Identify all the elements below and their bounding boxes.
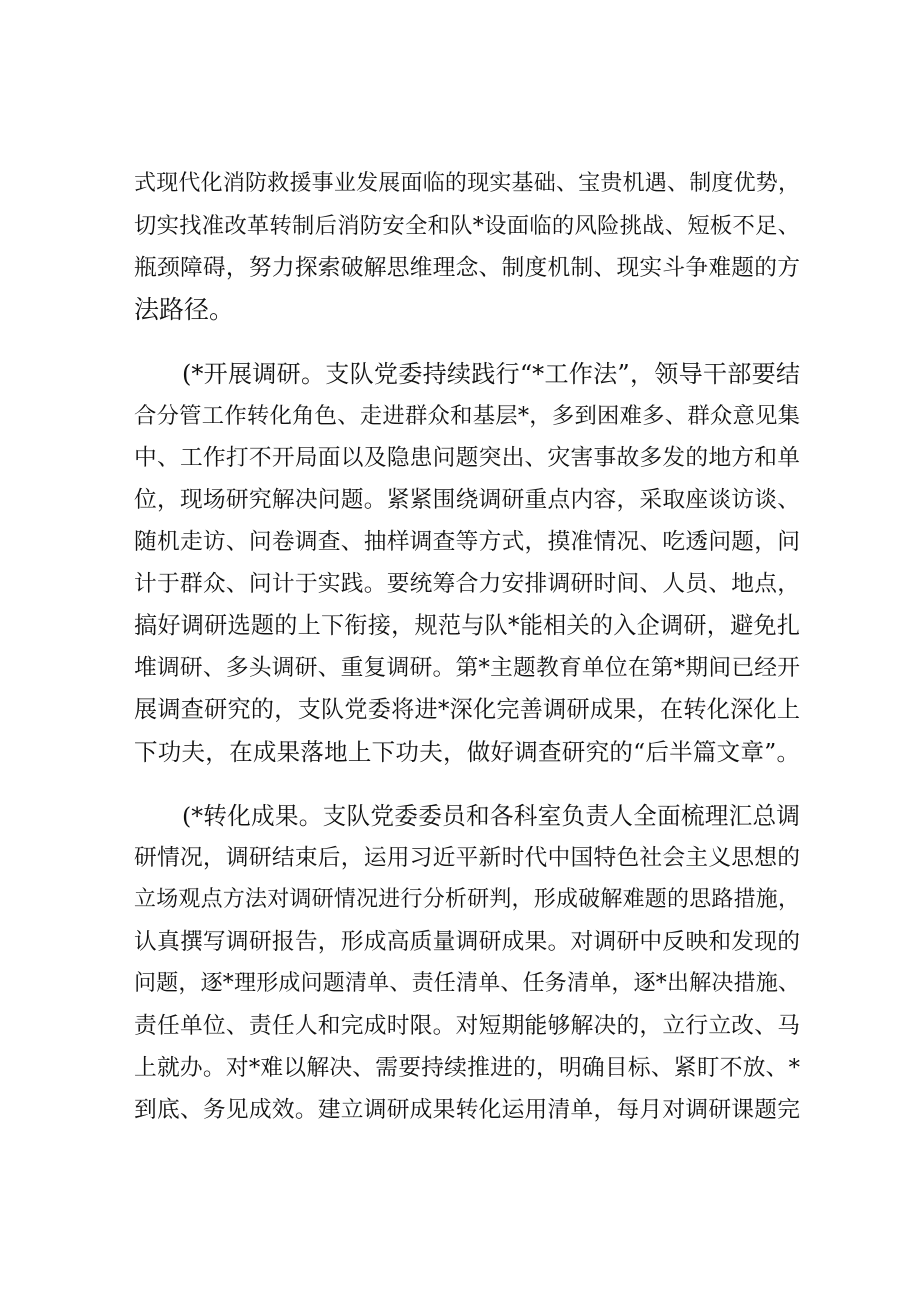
- paragraph-2-line: (*开展调研。支队党委持续践行“*工作法”，领导干部要结: [182, 360, 800, 388]
- paragraph-1-line: 切实找准改革转制后消防安全和队*设面临的风险挑战、短板不足、: [134, 213, 800, 239]
- paragraph-3-line: 立场观点方法对调研情况进行分析研判，形成破解难题的思路措施，: [134, 887, 800, 912]
- paragraph-3-line: (*转化成果。支队党委委员和各科室负责人全面梳理汇总调: [182, 802, 800, 830]
- paragraph-3-line: 问题，逐*理形成问题清单、责任清单、任务清单，逐*出解决措施、: [134, 971, 800, 996]
- paragraph-1-line: 法路径。: [134, 295, 235, 324]
- paragraph-2-line: 展调查研究的，支队党委将进*深化完善调研成果，在转化深化上: [134, 697, 800, 723]
- paragraph-2-line: 计于群众、问计于实践。要统筹合力安排调研时间、人员、地点，: [134, 571, 800, 597]
- paragraph-2-line: 位，现场研究解决问题。紧紧围绕调研重点内容，采取座谈访谈、: [134, 487, 800, 513]
- paragraph-3-line: 认真撰写调研报告，形成高质量调研成果。对调研中反映和发现的: [134, 929, 800, 955]
- paragraph-3-line: 上就办。对*难以解决、需要持续推进的，明确目标、紧盯不放、*: [134, 1055, 800, 1081]
- paragraph-1-line: 式现代化消防救援事业发展面临的现实基础、宝贵机遇、制度优势，: [134, 171, 800, 196]
- paragraph-2-line: 下功夫，在成果落地上下功夫，做好调查研究的“后半篇文章”。: [134, 738, 800, 766]
- paragraph-1-line: 瓶颈障碍，努力探索破解思维理念、制度机制、现实斗争难题的方: [134, 255, 800, 281]
- paragraph-3-line: 责任单位、责任人和完成时限。对短期能够解决的，立行立改、马: [134, 1013, 800, 1039]
- paragraph-3-line: 到底、务见成效。建立调研成果转化运用清单，每月对调研课题完: [134, 1097, 800, 1123]
- paragraph-2-line: 中、工作打不开局面以及隐患问题突出、灾害事故多发的地方和单: [134, 445, 800, 471]
- paragraph-2-line: 堆调研、多头调研、重复调研。第*主题教育单位在第*期间已经开: [134, 655, 800, 681]
- paragraph-2-line: 合分管工作转化角色、走进群众和基层*，多到困难多、群众意见集: [134, 403, 800, 429]
- paragraph-2-line: 搞好调研选题的上下衔接，规范与队*能相关的入企调研，避免扎: [134, 613, 800, 639]
- paragraph-3-line: 研情况，调研结束后，运用习近平新时代中国特色社会主义思想的: [134, 845, 800, 871]
- paragraph-2-line: 随机走访、问卷调查、抽样调查等方式，摸准情况、吃透问题，问: [134, 529, 800, 555]
